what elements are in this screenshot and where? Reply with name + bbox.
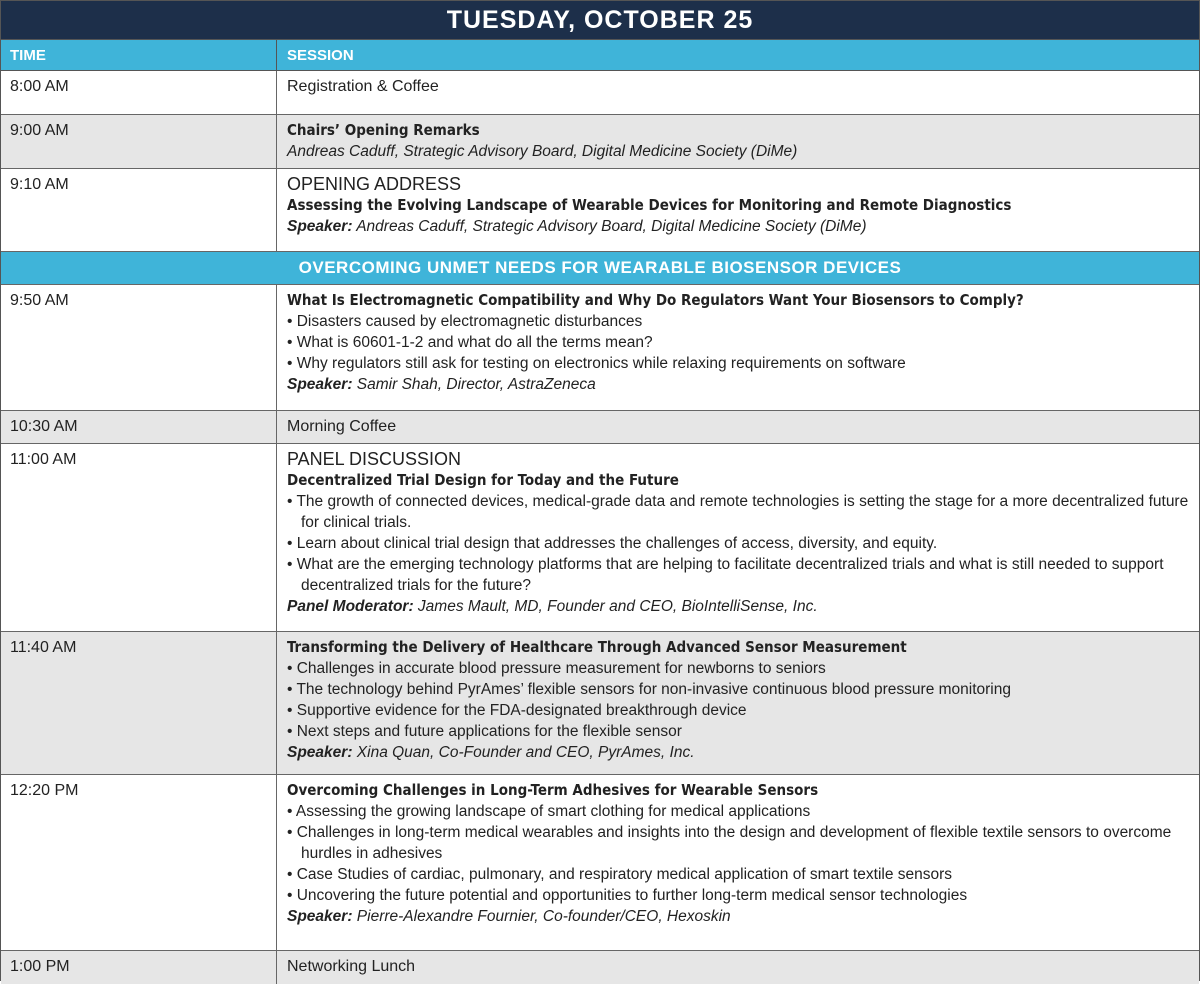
row-session [277, 115, 1199, 168]
speaker-role: Panel Moderator: [287, 598, 414, 615]
row-time: 10:30 AM [1, 411, 277, 443]
bullet-item: • Challenges in accurate blood pressure measurement for newborns to seniors [287, 658, 1191, 679]
bullet-item: • Next steps and future applications for the flexible sensor [287, 721, 1191, 742]
session-title: Overcoming Challenges in Long-Term Adhesives for Wearable Sensors [287, 781, 819, 799]
row-session [277, 951, 1199, 984]
section-title: OVERCOMING UNMET NEEDS FOR WEARABLE BIOSENSOR DEVICES [1, 252, 1199, 285]
table-row [1, 115, 1199, 169]
table-row [1, 951, 1199, 984]
table-row [1, 444, 1199, 632]
day-title: TUESDAY, OCTOBER 25 [1, 1, 1199, 40]
speaker-role: Speaker: [287, 218, 353, 235]
speaker-line [287, 374, 1191, 395]
row-time: 1:00 PM [1, 951, 277, 984]
bullet-list [287, 311, 1191, 374]
row-time: 12:20 PM [1, 775, 277, 950]
table-row [1, 71, 1199, 115]
speaker-line: Andreas Caduff, Strategic Advisory Board, Digital Medicine Society (DiMe) [287, 143, 798, 160]
row-session [277, 444, 1199, 631]
row-time: 9:10 AM [1, 169, 277, 251]
table-row [1, 169, 1199, 252]
session-title: What Is Electromagnetic Compatibility and Why Do Regulators Want Your Biosensors to Comply? [287, 291, 1024, 309]
speaker-name: Andreas Caduff, Strategic Advisory Board, Digital Medicine Society (DiMe) [356, 218, 867, 235]
speaker-name: Samir Shah, Director, AstraZeneca [356, 376, 596, 393]
bullet-list [287, 801, 1191, 906]
row-time: 9:00 AM [1, 115, 277, 168]
speaker-role: Speaker: [287, 744, 353, 761]
bullet-item: • Challenges in long-term medical wearables and insights into the design and development of flexible textile sensors to overcome hurdles in adhesives [287, 822, 1191, 864]
speaker-name: Xina Quan, Co-Founder and CEO, PyrAmes, Inc. [356, 744, 695, 761]
table-row [1, 775, 1199, 951]
session-title: Transforming the Delivery of Healthcare Through Advanced Sensor Measurement [287, 638, 907, 656]
bullet-item: • Disasters caused by electromagnetic disturbances [287, 311, 1191, 332]
column-headers [1, 40, 1199, 71]
session-text: Morning Coffee [287, 418, 397, 435]
speaker-line [287, 216, 1191, 237]
speaker-name: Pierre-Alexandre Fournier, Co-founder/CEO, Hexoskin [356, 908, 731, 925]
speaker-line [287, 596, 1191, 617]
session-title: Chairs’ Opening Remarks [287, 121, 480, 139]
row-session [277, 285, 1199, 410]
time-column-header: TIME [1, 40, 277, 70]
speaker-name: James Mault, MD, Founder and CEO, BioIntelliSense, Inc. [417, 598, 818, 615]
session-label: OPENING ADDRESS [287, 174, 462, 194]
bullet-item: • The technology behind PyrAmes’ flexible sensors for non-invasive continuous blood pressure monitoring [287, 679, 1191, 700]
bullet-list [287, 491, 1191, 596]
bullet-item: • The growth of connected devices, medical-grade data and remote technologies is setting the stage for a more decentralized future for clinical trials. [287, 491, 1191, 533]
bullet-item: • What is 60601-1-2 and what do all the terms mean? [287, 332, 1191, 353]
speaker-role: Speaker: [287, 908, 353, 925]
session-label: PANEL DISCUSSION [287, 449, 462, 469]
bullet-item: • Assessing the growing landscape of smart clothing for medical applications [287, 801, 1191, 822]
session-title: Assessing the Evolving Landscape of Wearable Devices for Monitoring and Remote Diagnostics [287, 196, 1012, 214]
row-session [277, 775, 1199, 950]
bullet-item: • Why regulators still ask for testing on electronics while relaxing requirements on software [287, 353, 1191, 374]
row-session [277, 169, 1199, 251]
bullet-item: • Learn about clinical trial design that addresses the challenges of access, diversity, and equity. [287, 533, 1191, 554]
bullet-item: • Uncovering the future potential and opportunities to further long-term medical sensor technologies [287, 885, 1191, 906]
table-row [1, 285, 1199, 411]
row-time: 9:50 AM [1, 285, 277, 410]
bullet-item: • Case Studies of cardiac, pulmonary, and respiratory medical application of smart textile sensors [287, 864, 1191, 885]
session-text: Registration & Coffee [287, 78, 439, 95]
speaker-line [287, 906, 1191, 927]
row-time: 8:00 AM [1, 71, 277, 114]
session-title: Decentralized Trial Design for Today and the Future [287, 471, 679, 489]
bullet-item: • What are the emerging technology platforms that are helping to facilitate decentralized trials and what is still needed to support decentralized trials for the future? [287, 554, 1191, 596]
speaker-role: Speaker: [287, 376, 353, 393]
row-session [277, 411, 1199, 443]
row-time: 11:40 AM [1, 632, 277, 774]
row-time: 11:00 AM [1, 444, 277, 631]
row-session [277, 632, 1199, 774]
speaker-line [287, 742, 1191, 763]
bullet-item: • Supportive evidence for the FDA-designated breakthrough device [287, 700, 1191, 721]
bullet-list [287, 658, 1191, 742]
table-row [1, 411, 1199, 444]
row-session [277, 71, 1199, 114]
session-text: Networking Lunch [287, 958, 416, 975]
table-row [1, 632, 1199, 775]
session-column-header: SESSION [287, 46, 354, 64]
